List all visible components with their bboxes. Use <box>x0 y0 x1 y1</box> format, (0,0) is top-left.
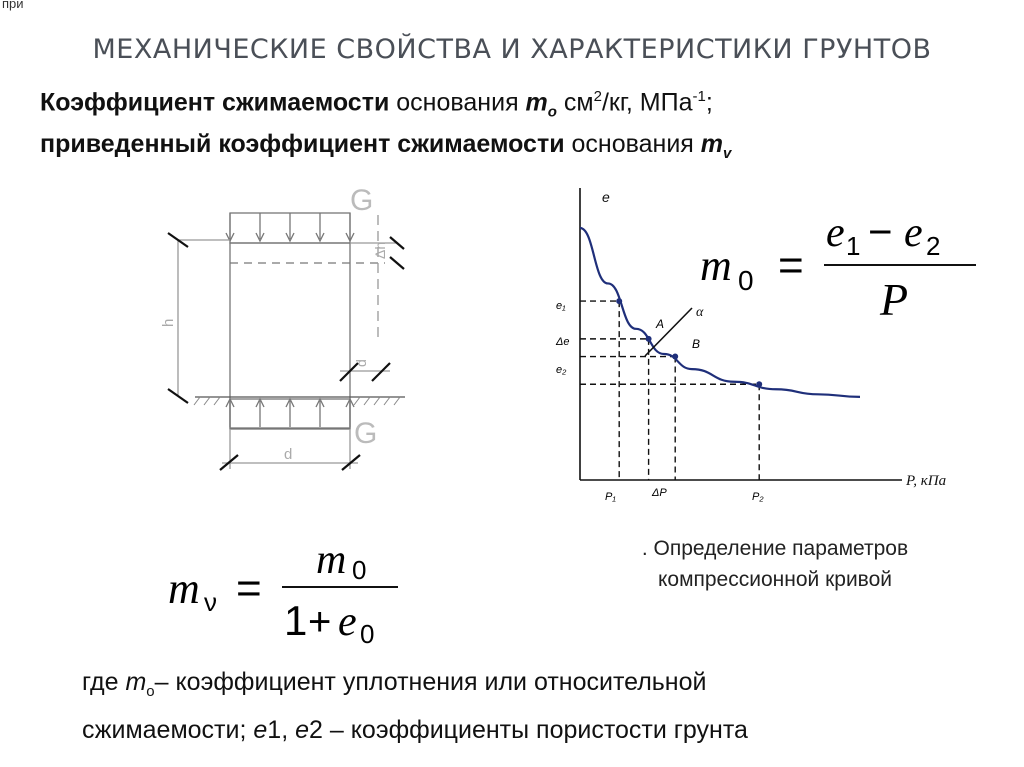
svg-text:e: e <box>904 210 923 256</box>
ground-hatching <box>194 397 400 405</box>
diameter-label: d <box>284 446 293 463</box>
svg-text:P: P <box>880 274 909 325</box>
height-label: h <box>160 318 177 327</box>
y-tick-e1: e₁ <box>556 300 566 312</box>
svg-text:=: = <box>778 241 804 290</box>
heading-line-2: приведенный коэффициент сжимаемости основания $m_v$ <box>40 130 732 162</box>
x-axis-label: P, кПа <box>906 473 947 489</box>
svg-text:1: 1 <box>846 231 861 261</box>
svg-text:=: = <box>236 564 262 613</box>
tangent-line <box>645 308 692 356</box>
svg-text:2: 2 <box>926 231 941 261</box>
formula-m0 <box>700 210 990 330</box>
svg-text:0: 0 <box>738 265 754 296</box>
svg-text:1: 1 <box>284 597 308 644</box>
x-tick-p2: P₂ <box>752 491 764 503</box>
bottom-load-arrows <box>226 399 354 427</box>
point-label-a: A <box>656 317 665 331</box>
symbol-m0: m <box>525 88 548 117</box>
load-label-bottom: G <box>354 417 378 450</box>
legend-note: где $m_o-$ коэффициент уплотнения или относительной сжимаемости; e1, e2 – коэффициенты пористости грунта <box>82 668 748 744</box>
sample-diagram <box>140 175 430 475</box>
svg-text:+: + <box>308 600 332 644</box>
y-tick-e2: e₂ <box>556 364 567 376</box>
x-tick-p1: P₁ <box>605 491 616 503</box>
top-load-arrows <box>226 213 354 241</box>
term-reduced-compressibility: приведенный коэффициент сжимаемости <box>40 130 565 158</box>
point-label-b: B <box>692 337 701 351</box>
formula-mv <box>168 535 428 655</box>
slide-title: МЕХАНИЧЕСКИЕ СВОЙСТВА И ХАРАКТЕРИСТИКИ ГРУНТОВ <box>92 34 932 65</box>
curve-point-3 <box>756 381 762 387</box>
m0-lhs: m <box>700 241 732 290</box>
curve-point-2 <box>672 354 678 360</box>
svg-text:ν: ν <box>204 587 217 617</box>
y-tick-delta-e: Δe <box>556 336 570 348</box>
side-d-label: d <box>353 359 369 367</box>
symbol-mv: m <box>700 130 724 158</box>
heading-line-1: Коэффициент сжимаемости основания $m_o$ $см^2/кг$, МПа$^{-1}$; <box>40 88 713 121</box>
figure-caption: . Определение параметров компрессионной кривой <box>641 537 909 591</box>
angle-label: α <box>696 305 704 320</box>
load-label-top: G <box>350 184 374 217</box>
svg-text:m: m <box>168 564 200 613</box>
svg-text:0: 0 <box>360 619 375 649</box>
svg-text:m: m <box>316 537 347 583</box>
term-compressibility: Коэффициент сжимаемости <box>40 88 390 117</box>
svg-text:e: e <box>338 599 357 645</box>
curve-point-1 <box>646 336 652 342</box>
svg-text:−: − <box>868 210 893 255</box>
svg-text:0: 0 <box>352 555 367 585</box>
x-tick-delta-p: ΔP <box>652 487 667 499</box>
corner-text: при <box>2 0 24 11</box>
curve-point-0 <box>616 298 622 304</box>
dh-label: Δh <box>372 241 388 259</box>
svg-text:e: e <box>826 210 845 256</box>
y-axis-label: e <box>602 189 610 205</box>
